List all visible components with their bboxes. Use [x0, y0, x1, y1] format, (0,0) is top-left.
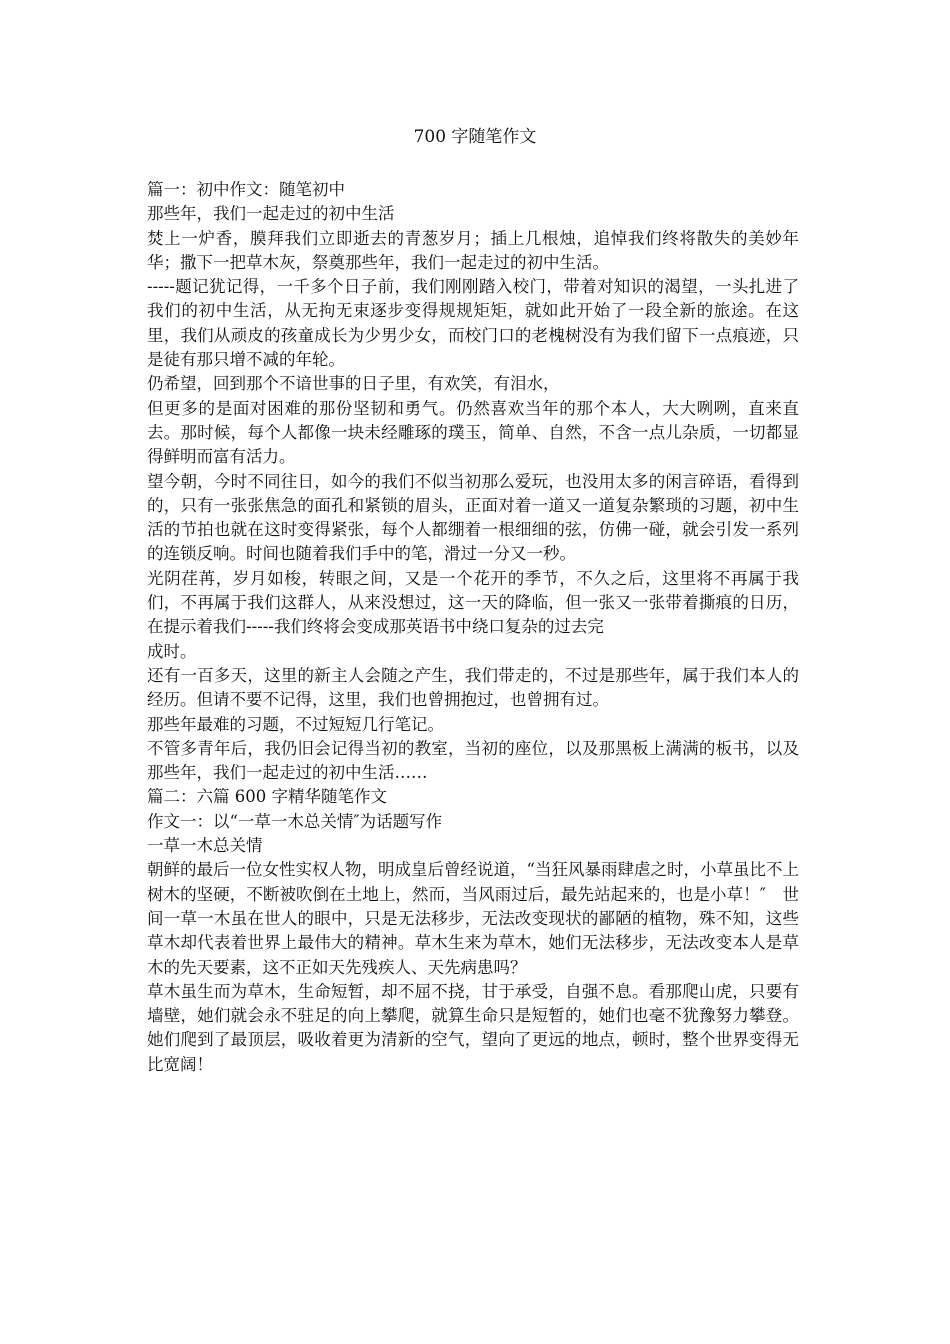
- paragraph: 仍希望，回到那个不谙世事的日子里，有欢笑，有泪水，: [147, 374, 560, 394]
- paragraph: 朝鲜的最后一位女性实权人物，明成皇后曾经说道，“当狂风暴雨肆虐之时，小草虽比不上树木的坚硬，不断被吹倒在土地上，然而，当风雨过后，最先站起来的，也是小草！″ 世间一草一木虽在世人的眼中，只是无法移步，无法改变现状的鄙陋的植物，殊不知，这些草木却代表着世界上最伟大的精神。草木生来为草木，她们无法移步，无法改变本人是草木的先天要素，这不正如天先残疾人、天先病患吗？: [147, 860, 799, 977]
- paragraph: 望今朝，今时不同往日，如今的我们不似当初那么爱玩，也没用太多的闲言碎语，看得到的，只有一张张焦急的面孔和紧锁的眉头，正面对着一道又一道复杂繁琐的习题，初中生活的节拍也就在这时变得紧张，每个人都绷着一根细细的弦，仿佛一碰，就会引发一系列的连锁反响。时间也随着我们手中的笔，滑过一分又一秒。: [147, 471, 799, 564]
- paragraph: 篇二：六篇 600 字精华随笔作文: [147, 787, 387, 807]
- paragraph: 篇一：初中作文：随笔初中: [147, 180, 345, 199]
- paragraph: 作文一：以“一草一木总关情″为话题写作: [147, 811, 443, 831]
- document-body: [147, 178, 799, 1077]
- paragraph: 草木虽生而为草木，生命短暂，却不屈不挠，甘于承受，自强不息。看那爬山虎，只要有墙壁，她们就会永不驻足的向上攀爬，就算生命只是短暂的，她们也毫不犹豫努力攀登。她们爬到了最顶层，吸收着更为清新的空气，望向了更远的地点，顿时，整个世界变得无比宽阔！: [147, 981, 799, 1074]
- paragraph: 那些年，我们一起走过的初中生活: [147, 204, 395, 224]
- paragraph: 但更多的是面对困难的那份坚韧和勇气。仍然喜欢当年的那个本人，大大咧咧，直来直去。那时候，每个人都像一块未经雕琢的璞玉，简单、自然，不含一点儿杂质，一切都显得鲜明而富有活力。: [147, 398, 799, 467]
- document-title: 700 字随笔作文: [413, 127, 537, 147]
- paragraph: 那些年最难的习题，不过短短几行笔记。: [147, 714, 444, 734]
- paragraph: 还有一百多天，这里的新主人会随之产生，我们带走的，不过是那些年，属于我们本人的经历。但请不要不记得，这里，我们也曾拥抱过，也曾拥有过。: [147, 665, 799, 710]
- paragraph: 一草一木总关情: [147, 836, 263, 856]
- paragraph: 成时。: [147, 641, 197, 661]
- paragraph: -----题记犹记得，一千多个日子前，我们刚刚踏入校门，带着对知识的渴望，一头扎进了我们的初中生活，从无拘无束逐步变得规规矩矩，就如此开始了一段全新的旅途。在这里，我们从顽皮的孩童成长为少男少女，而校门口的老槐树没有为我们留下一点痕迹，只是徒有那只增不减的年轮。: [147, 277, 799, 370]
- paragraph: 光阴荏苒，岁月如梭，转眼之间，又是一个花开的季节，不久之后，这里将不再属于我们，不再属于我们这群人，从来没想过，这一天的降临，但一张又一张带着撕痕的日历，在提示着我们-----我们终将会变成那英语书中绕口复杂的过去完: [147, 568, 799, 637]
- paragraph: 焚上一炉香，膜拜我们立即逝去的青葱岁月；插上几根烛，追悼我们终将散失的美妙年华；撒下一把草木灰，祭奠那些年，我们一起走过的初中生活。: [147, 228, 799, 272]
- paragraph: 不管多青年后，我仍旧会记得当初的教室，当初的座位，以及那黑板上满满的板书，以及那些年，我们一起走过的初中生活……: [147, 738, 799, 783]
